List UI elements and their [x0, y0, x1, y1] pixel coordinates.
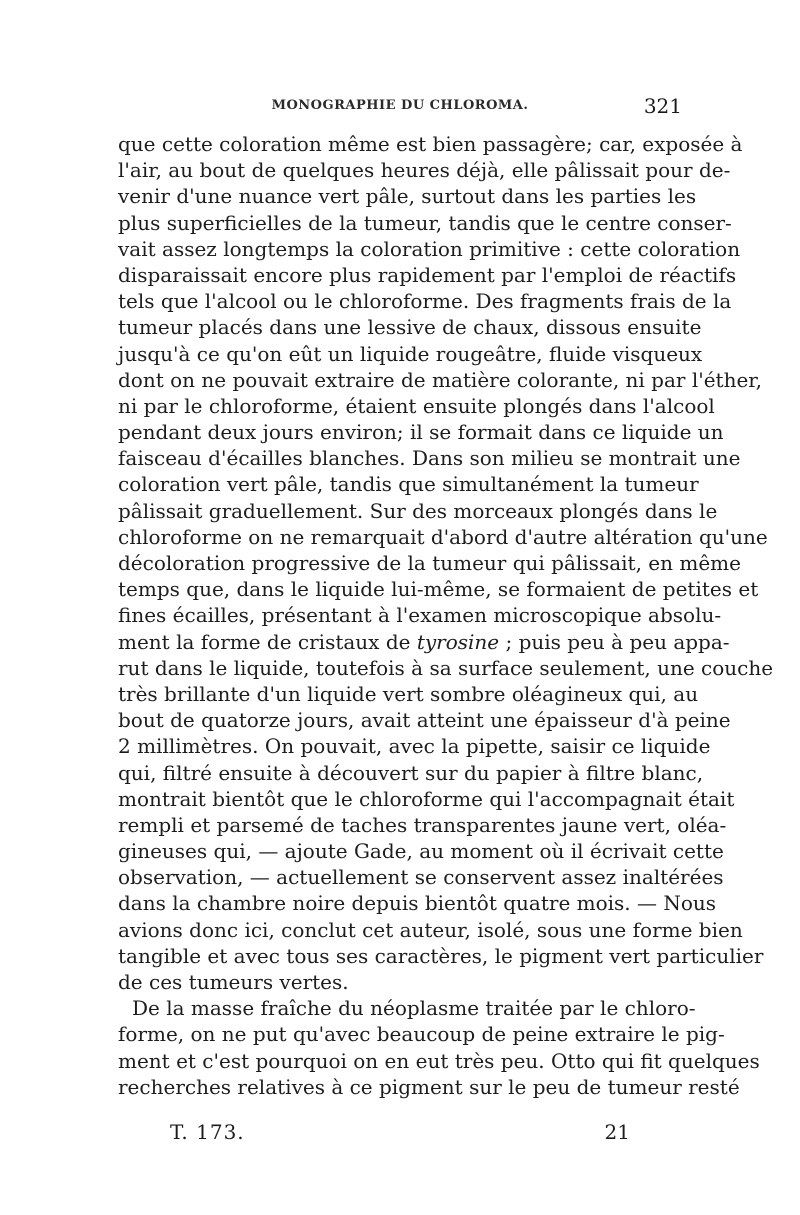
text-line: faisceau d'écailles blanches. Dans son milieu se montrait une: [118, 446, 741, 471]
page-number: 321: [643, 94, 682, 118]
italic-term: tyrosine: [416, 629, 500, 654]
text-line: tangible et avec tous ses caractères, le pigment vert particulier: [118, 943, 764, 968]
text-line: ment la forme de cristaux de tyrosine ; puis peu à peu appa-: [118, 629, 730, 654]
running-head: [118, 94, 682, 120]
text-line: avions donc ici, conclut cet auteur, isolé, sous une forme bien: [118, 917, 743, 942]
text-line: chloroforme on ne remarquait d'abord d'autre altération qu'une: [118, 524, 768, 549]
text-line: l'air, au bout de quelques heures déjà, elle pâlissait pour de-: [118, 158, 731, 183]
text-line: décoloration progressive de la tumeur qui pâlissait, en même: [118, 551, 741, 575]
text-line: de ces tumeurs vertes.: [118, 970, 349, 994]
text-line: pâlissait graduellement. Sur des morceaux plongés dans le: [118, 498, 718, 523]
text-line: qui, filtré ensuite à découvert sur du papier à filtre blanc,: [118, 760, 704, 785]
text-line: observation, — actuellement se conservent assez inaltérées: [118, 865, 724, 890]
text-line: montrait bientôt que le chloroforme qui l'accompagnait était: [118, 786, 735, 811]
text-line: coloration vert pâle, tandis que simultanément la tumeur: [118, 472, 699, 497]
text-line: bout de quatorze jours, avait atteint une épaisseur d'à peine: [118, 708, 731, 733]
text-line: tels que l'alcool ou le chloroforme. Des fragments frais de la: [118, 289, 732, 314]
running-title: MONOGRAPHIE DU CHLOROMA.: [271, 98, 529, 113]
text-line: venir d'une nuance vert pâle, surtout dans les parties les: [118, 184, 697, 209]
text-line: fines écailles, présentant à l'examen microscopique absolu-: [118, 603, 722, 628]
text-line: gineuses qui, — ajoute Gade, au moment où il écrivait cette: [118, 839, 724, 864]
signature-line: [118, 1120, 682, 1146]
text-line: temps que, dans le liquide lui-même, se formaient de petites et: [118, 577, 759, 602]
text-line: rempli et parsemé de taches transparentes jaune vert, oléa-: [118, 812, 727, 837]
text-line: que cette coloration même est bien passagère; car, exposée à: [118, 132, 743, 156]
text-line: rut dans le liquide, toutefois à sa surface seulement, une couche: [118, 655, 774, 680]
signature-volume: T. 173.: [170, 1120, 245, 1144]
body-text: [118, 131, 774, 1100]
text-line: dont on ne pouvait extraire de matière colorante, ni par l'éther,: [118, 367, 763, 392]
text-line: ni par le chloroforme, étaient ensuite plongés dans l'alcool: [118, 393, 715, 418]
text-line: ment et c'est pourquoi on en eut très peu. Otto qui fit quelques: [118, 1048, 760, 1073]
text-line: tumeur placés dans une lessive de chaux, dissous ensuite: [118, 315, 702, 340]
text-line: plus superficielles de la tumeur, tandis que le centre conser-: [118, 210, 732, 235]
text-line: recherches relatives à ce pigment sur le peu de tumeur resté: [118, 1074, 740, 1099]
text-line: pendant deux jours environ; il se formait dans ce liquide un: [118, 420, 724, 445]
text-line: 2 millimètres. On pouvait, avec la pipette, saisir ce liquide: [118, 734, 711, 759]
signature-number: 21: [604, 1120, 630, 1144]
text-line: dans la chambre noire depuis bientôt quatre mois. — Nous: [118, 891, 717, 916]
text-line: disparaissait encore plus rapidement par l'emploi de réactifs: [118, 262, 737, 287]
text-line: De la masse fraîche du néoplasme traitée par le chloro-: [132, 996, 696, 1021]
text-line: vait assez longtemps la coloration primitive : cette coloration: [118, 236, 741, 261]
text-line: forme, on ne put qu'avec beaucoup de peine extraire le pig-: [118, 1022, 725, 1047]
text-line: jusqu'à ce qu'on eût un liquide rougeâtre, fluide visqueux: [118, 341, 703, 366]
text-line: très brillante d'un liquide vert sombre oléagineux qui, au: [118, 681, 699, 706]
